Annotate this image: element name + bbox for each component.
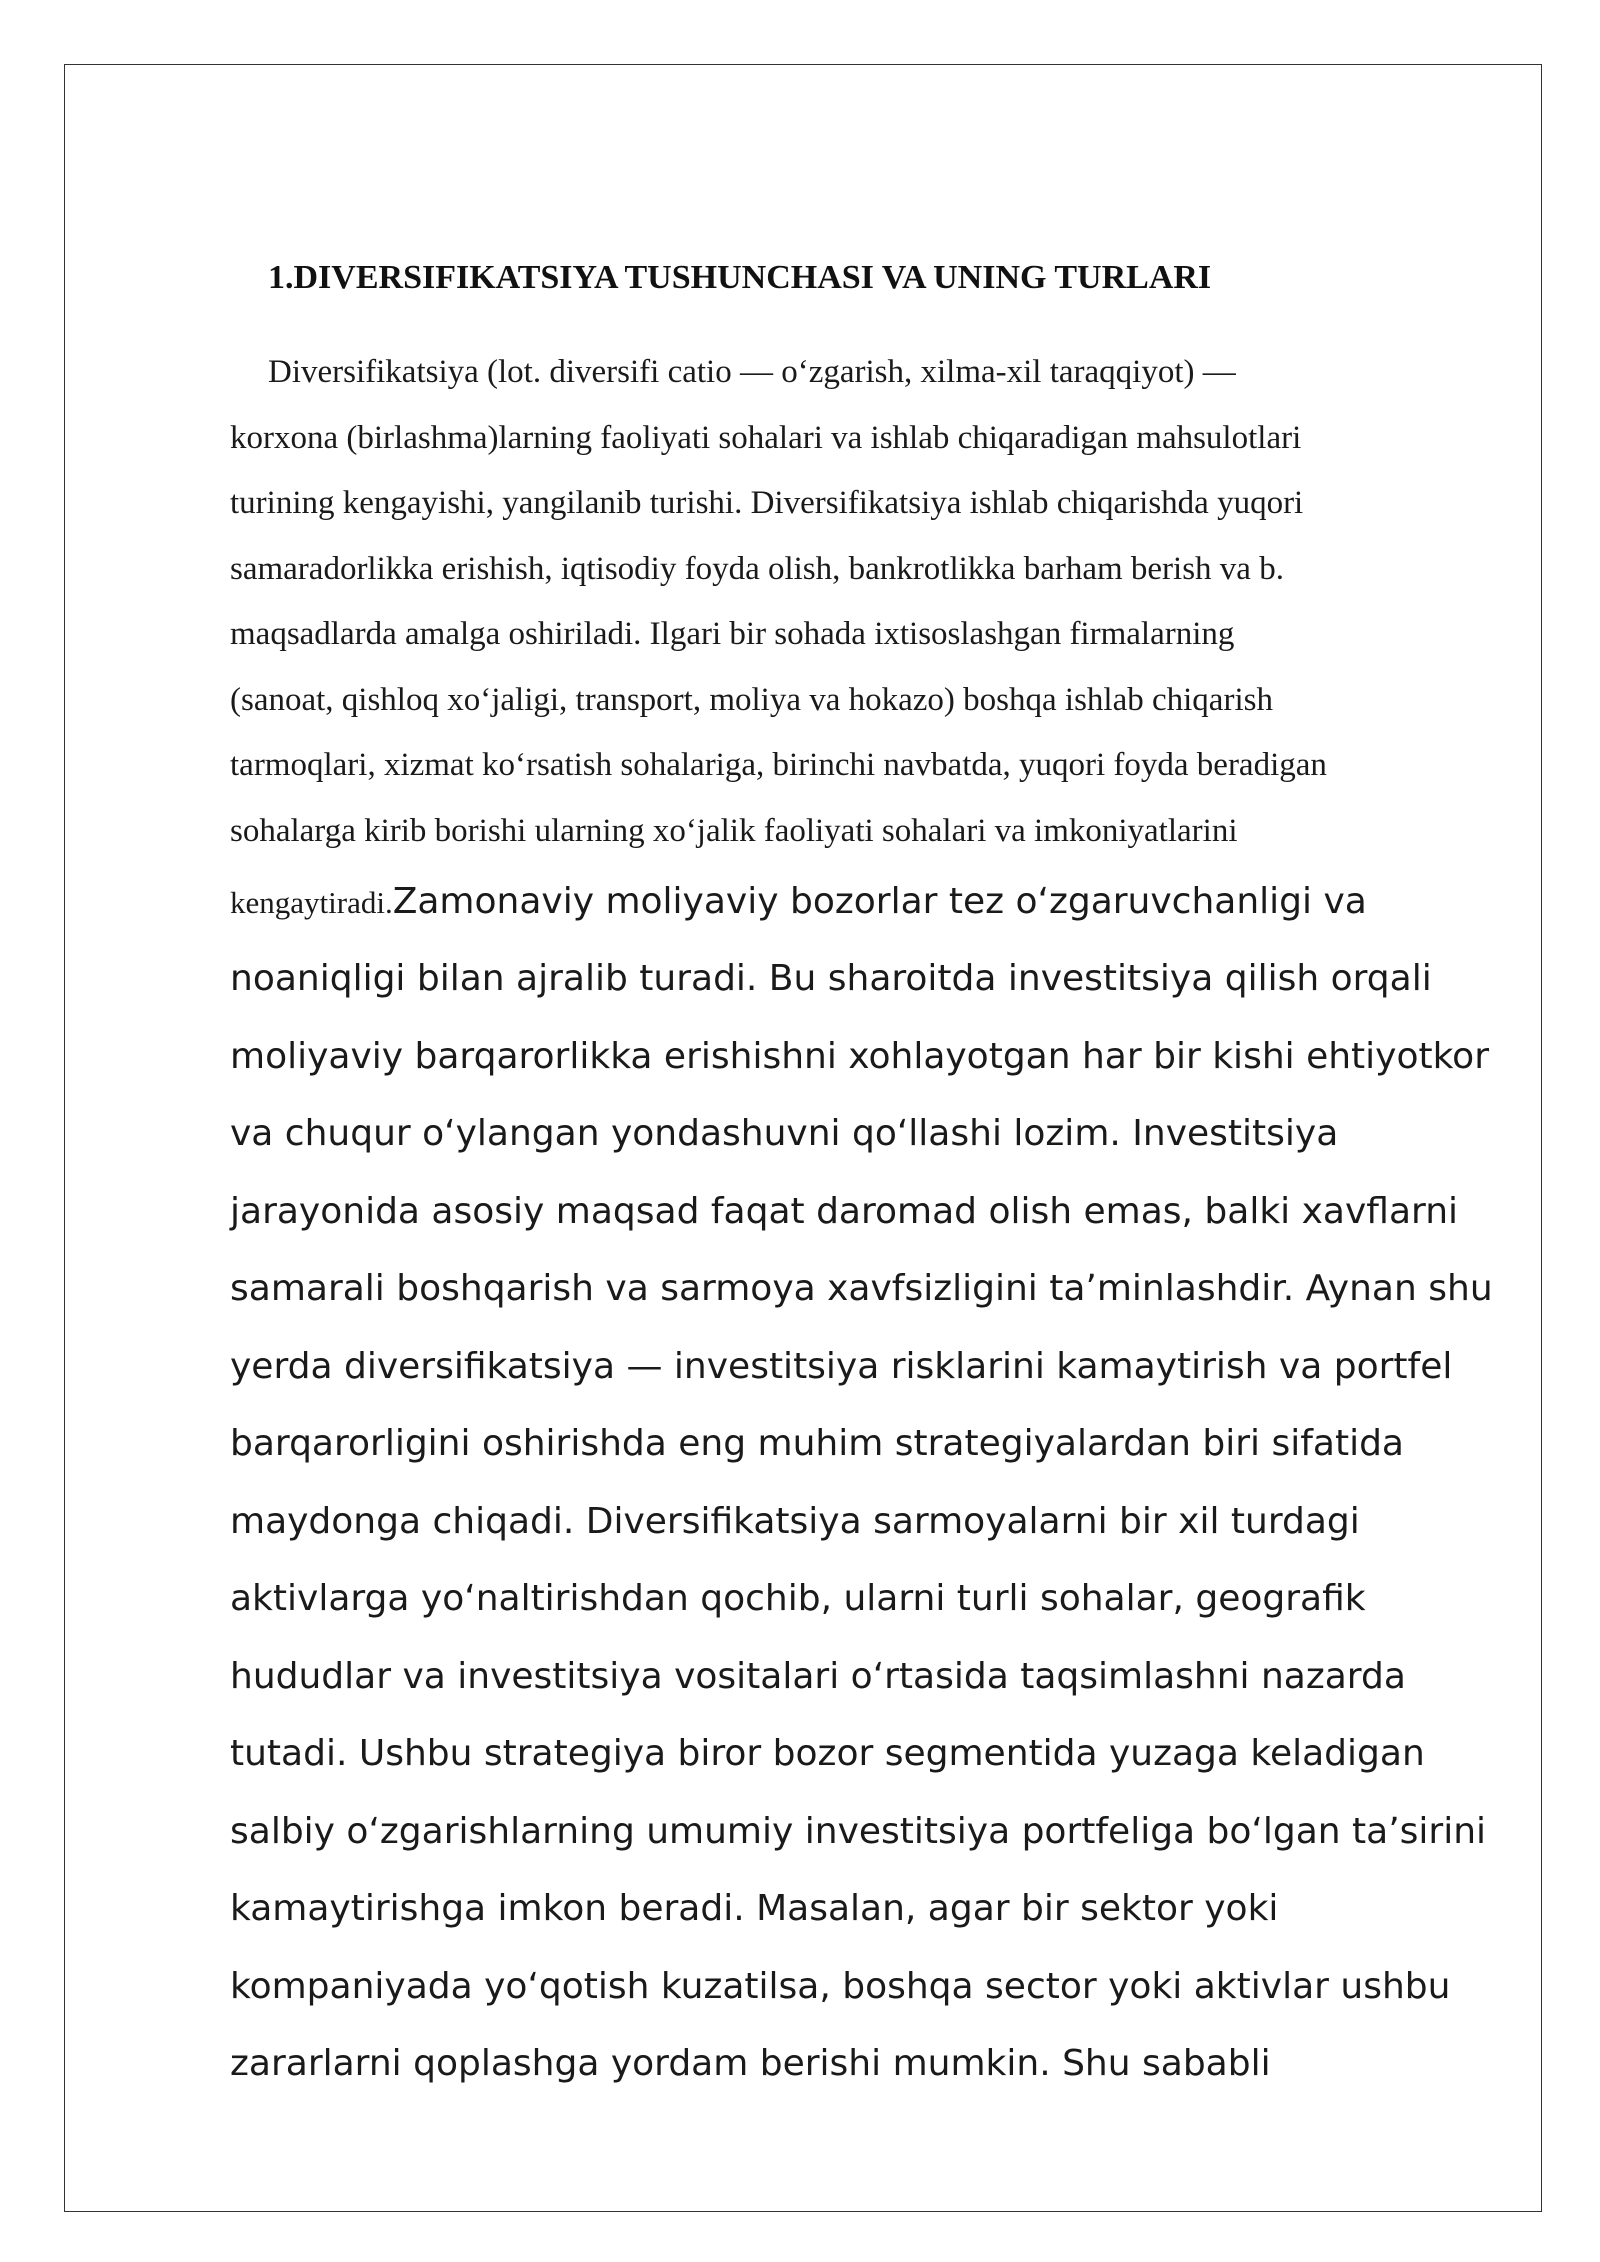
text-line: samaradorlikka erishish, iqtisodiy foyda olish, bankrotlikka barham berish va b.	[230, 550, 1284, 587]
text-line	[230, 864, 1490, 940]
text-line: kompaniyada yo‘qotish kuzatilsa, boshqa sector yoki aktivlar ushbu	[230, 1965, 1451, 2007]
text-line: samarali boshqarish va sarmoya xavfsizligini ta’minlashdir. Aynan shu	[230, 1268, 1493, 1309]
section-heading: 1.DIVERSIFIKATSIYA TUSHUNCHASI VA UNING TURLARI	[268, 259, 1212, 296]
text-line: salbiy o‘zgarishlarning umumiy investitsiya portfeliga bo‘lgan ta’sirini	[230, 1810, 1487, 1852]
text-line: Diversifikatsiya (lot. diversifi catio — o‘zgarish, xilma-xil taraqqiyot) —	[268, 354, 1236, 390]
text-line: maydonga chiqadi. Diversifikatsiya sarmoyalarni bir xil turdagi	[230, 1500, 1360, 1542]
text-line: turining kengayishi, yangilanib turishi. Diversifikatsiya ishlab chiqarishda yuqori	[230, 485, 1304, 521]
text-line: (sanoat, qishloq xo‘jaligi, transport, moliya va hokazo) boshqa ishlab chiqarish	[230, 681, 1273, 718]
text-line: korxona (birlashma)larning faoliyati sohalari va ishlab chiqaradigan mahsulotlari	[230, 419, 1302, 456]
text-line: kamaytirishga imkon beradi. Masalan, agar bir sektor yoki	[230, 1888, 1279, 1929]
text-line: tarmoqlari, xizmat ko‘rsatish sohalariga, birinchi navbatda, yuqori foyda beradigan	[230, 747, 1327, 783]
text-line: va chuqur o‘ylangan yondashuvni qo‘llashi lozim. Investitsiya	[230, 1113, 1339, 1154]
text-line: moliyaviy barqarorlikka erishishni xohlayotgan har bir kishi ehtiyotkor	[230, 1035, 1489, 1077]
text-line: sohalarga kirib borishi ularning xo‘jalik faoliyati sohalari va imkoniyatlarini	[230, 812, 1238, 849]
text-line: yerda diversifikatsiya — investitsiya risklarini kamaytirish va portfel	[230, 1345, 1453, 1387]
text-line: maqsadlarda amalga oshiriladi. Ilgari bir sohada ixtisoslashgan firmalarning	[230, 616, 1235, 652]
text-line: jarayonida asosiy maqsad faqat daromad olish emas, balki xavflarni	[230, 1190, 1459, 1232]
text-line: zararlarni qoplashga yordam berishi mumkin. Shu sababli	[230, 2043, 1271, 2084]
text-line: aktivlarga yo‘naltirishdan qochib, ularni turli sohalar, geografik	[230, 1578, 1366, 1619]
text-run-serif: kengaytiradi.	[230, 885, 393, 920]
text-line: tutadi. Ushbu strategiya biror bozor segmentida yuzaga keladigan	[230, 1733, 1425, 1774]
body-text	[230, 340, 1493, 2103]
text-line: noaniqligi bilan ajralib turadi. Bu sharoitda investitsiya qilish orqali	[230, 958, 1432, 999]
text-line: hududlar va investitsiya vositalari o‘rtasida taqsimlashni nazarda	[230, 1655, 1406, 1697]
text-line: barqarorligini oshirishda eng muhim strategiyalardan biri sifatida	[230, 1423, 1404, 1464]
text-run-sans: Zamonaviy moliyaviy bozorlar tez o‘zgaruvchanligi va	[392, 881, 1367, 922]
